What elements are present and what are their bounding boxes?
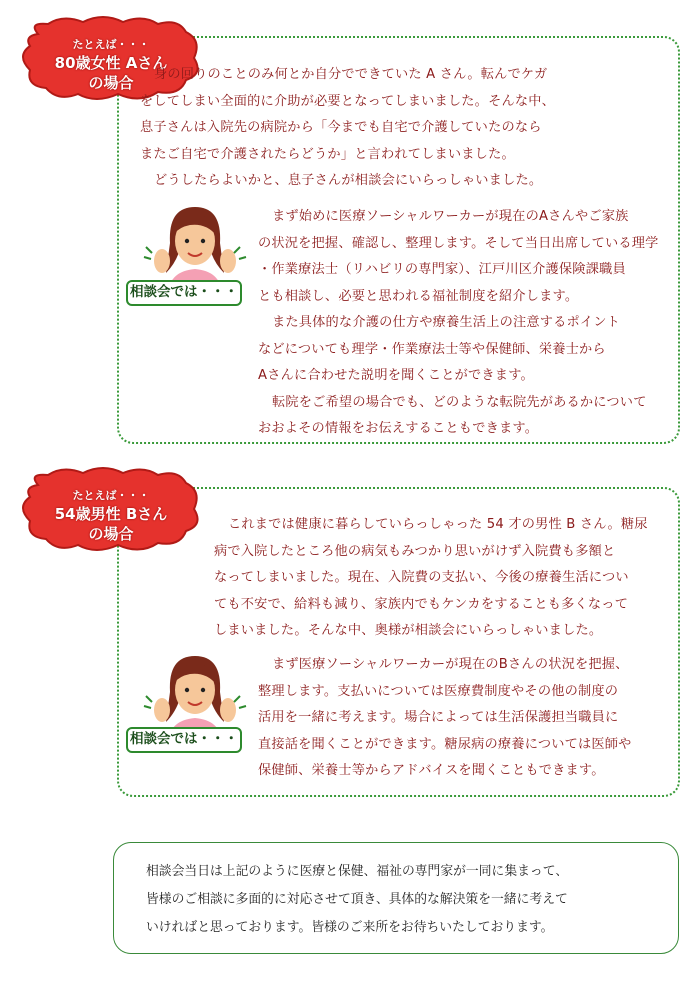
case-b-situation-line: しまいました。そんな中、奥様が相談会にいらっしゃいました。 xyxy=(214,623,603,638)
summary-line: 皆様のご相談に多面的に対応させて頂き、具体的な解決策を一緒に考えて xyxy=(146,892,568,907)
case-b-situation-line: ても不安で、給料も減り、家族内でもケンカをすることも多くなって xyxy=(214,596,629,612)
case-b-response-line: 直接話を聞くことができます。糖尿病の療養については医師や xyxy=(258,736,632,752)
case-a-response-line: とも相談し、必要と思われる福祉制度を紹介します。 xyxy=(258,288,579,304)
bubble-subtitle: の場合 xyxy=(88,525,134,543)
case-b-response xyxy=(258,652,678,785)
case-b-response-line: 保健師、栄養士等からアドバイスを聞くこともできます。 xyxy=(258,763,605,778)
case-a-response-line: 転院をご希望の場合でも、どのような転院先があるかについて xyxy=(272,394,647,410)
case-a-response-line: おおよその情報をお伝えすることもできます。 xyxy=(258,421,539,436)
summary-line: 相談会当日は上記のように医療と保健、福祉の専門家が一同に集まって、 xyxy=(146,864,569,879)
summary-line: いければと思っております。皆様のご来所をお待ちいたしております。 xyxy=(146,920,554,935)
case-a-response-line: まず始めに医療ソーシャルワーカーが現在のAさんやご家族 xyxy=(272,209,629,224)
case-b-response-line: 整理します。支払いについては医療費制度やその他の制度の xyxy=(258,683,619,699)
case-b-situation-line: 病で入院したところ他の病気もみつかり思いがけず入院費も多額と xyxy=(214,543,616,559)
case-a-response-line: Aさんに合わせた説明を聞くことができます。 xyxy=(258,368,534,383)
bubble-title: 80歳女性 Aさん xyxy=(54,54,168,72)
case-b-response-line: まず医療ソーシャルワーカーが現在のBさんの状況を把握、 xyxy=(272,657,629,672)
case-a-situation-line: 息子さんは入院先の病院から「今までも自宅で介護していたのなら xyxy=(140,120,542,135)
case-a-response-line: などについても理学・作業療法士等や保健師、栄養士から xyxy=(258,341,606,357)
consultation-badge: 相談会では・・・ xyxy=(126,280,242,306)
case-a-situation-line: どうしたらよいかと、息子さんが相談会にいらっしゃいました。 xyxy=(154,173,543,188)
consultation-badge: 相談会では・・・ xyxy=(126,727,242,753)
case-a-situation-line: またご自宅で介護されたらどうか」と言われてしまいました。 xyxy=(140,146,515,162)
case-a-response-line: また具体的な介護の仕方や療養生活上の注意するポイント xyxy=(272,315,621,330)
case-b-situation-line: これまでは健康に暮らしていらっしゃった 54 才の男性 B さん。糖尿 xyxy=(228,517,648,532)
summary-text xyxy=(146,858,666,942)
bubble-subtitle: の場合 xyxy=(88,74,134,92)
bubble-title: 54歳男性 Bさん xyxy=(54,505,168,523)
case-a-response-line: ・作業療法士（リハビリの専門家）、江戸川区介護保険課職員 xyxy=(258,262,626,277)
case-b-situation xyxy=(214,512,676,645)
case-b-bubble xyxy=(18,465,204,555)
case-a-response-line: の状況を把握、確認し、整理します。そして当日出席している理学 xyxy=(258,235,659,251)
case-b-response-line: 活用を一緒に考えます。場合によっては生活保護担当職員に xyxy=(258,710,619,725)
bubble-intro: たとえば・・・ xyxy=(72,38,150,51)
case-b-situation-line: なってしまいました。現在、入院費の支払い、今後の療養生活につい xyxy=(214,570,629,585)
case-a-situation-line: をしてしまい全面的に介助が必要となってしまいました。そんな中、 xyxy=(140,93,556,109)
case-a-response xyxy=(258,204,678,443)
case-a-situation xyxy=(140,62,670,195)
case-a-situation-line: 身の回りのことのみ何とか自分でできていた A さん。転んでケガ xyxy=(154,67,548,82)
bubble-intro: たとえば・・・ xyxy=(72,489,150,502)
